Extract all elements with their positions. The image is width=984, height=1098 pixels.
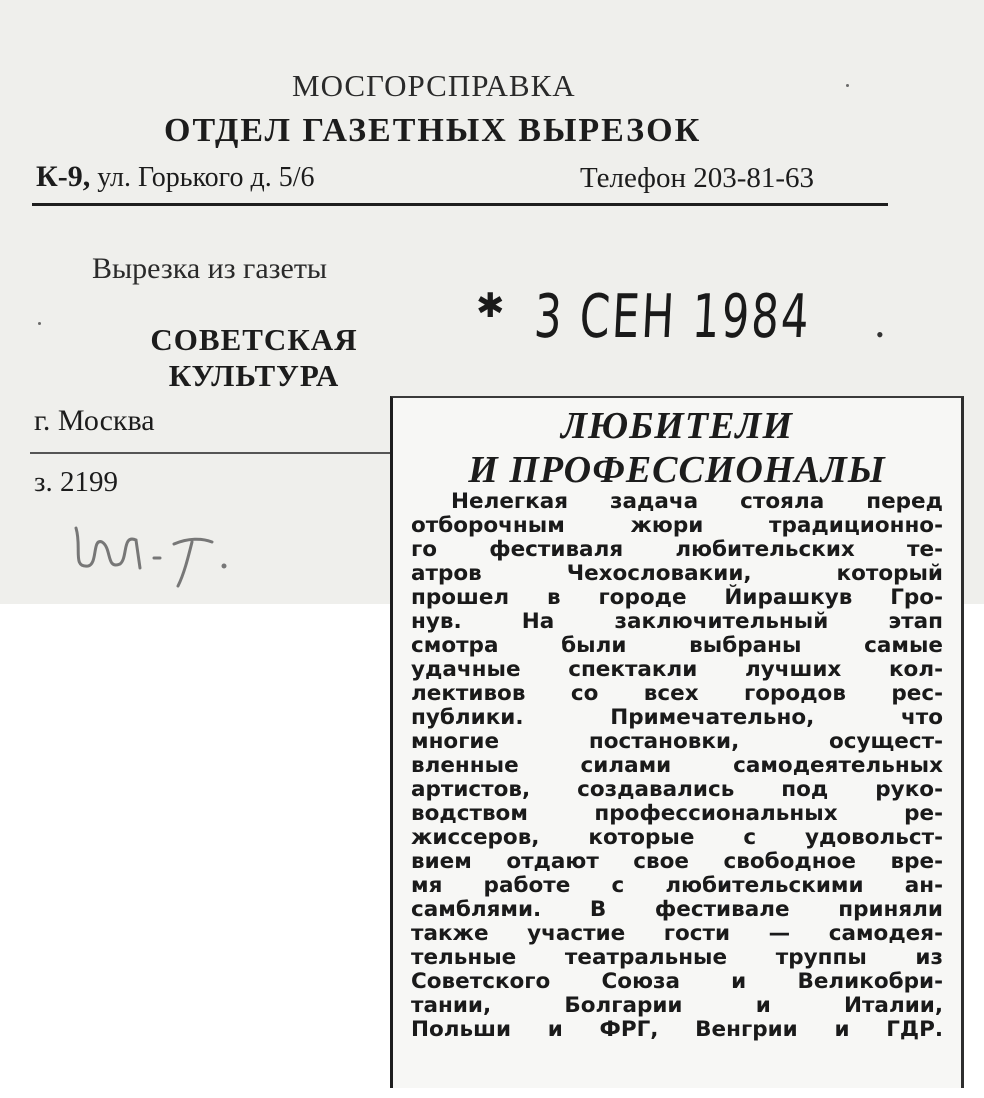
address	[36, 160, 314, 194]
article-line: самблями. В фестивале приняли	[411, 897, 943, 922]
article-line: удачные спектакли лучших кол-	[411, 657, 943, 682]
card-divider	[30, 452, 390, 454]
article-line: отборочным жюри традиционно-	[411, 513, 943, 538]
city: г. Москва	[34, 404, 155, 437]
article-line: нув. На заключительный этап	[411, 609, 943, 634]
article-line: артистов, создавались под руко-	[411, 777, 943, 802]
ink-speck	[846, 84, 849, 87]
article-line: многие постановки, осущест-	[411, 729, 943, 754]
article-line: лективов со всех городов рес-	[411, 681, 943, 706]
handwritten-signature	[62, 508, 242, 592]
date-stamp: 3 СЕН 1984	[532, 282, 813, 352]
stamp-mark-icon: •	[876, 322, 884, 347]
article-line: прошел в городе Йирашкув Гро-	[411, 585, 943, 610]
phone-number: Телефон 203-81-63	[580, 162, 815, 194]
article-line: жиссеров, которые с удовольст-	[411, 825, 943, 850]
article-line: вием отдают свое свободное вре-	[411, 849, 943, 874]
article-line: Советского Союза и Великобри-	[411, 969, 943, 994]
stamp-star-icon: ✱	[476, 288, 505, 325]
headline-line1: ЛЮБИТЕЛИ	[560, 405, 794, 447]
article-line: тельные театральные труппы из	[411, 945, 943, 970]
article-body	[411, 490, 943, 1042]
newspaper-name-line1: СОВЕТСКАЯ	[150, 322, 358, 357]
agency-name: МОСГОРСПРАВКА	[292, 68, 576, 103]
header-rule	[32, 203, 888, 206]
newspaper-name-line2: КУЛЬТУРА	[168, 358, 340, 393]
article-line: го фестиваля любительских те-	[411, 537, 943, 562]
article-line: вленные силами самодеятельных	[411, 753, 943, 778]
ink-speck	[38, 322, 41, 325]
headline-line2: И ПРОФЕССИОНАЛЫ	[468, 449, 886, 491]
article-headline	[413, 404, 941, 492]
address-code: К-9,	[36, 160, 91, 193]
clipping-label: Вырезка из газеты	[92, 252, 328, 285]
article-clipping	[390, 396, 964, 1088]
article-line: также участие гости — самодея-	[411, 921, 943, 946]
article-line: публики. Примечательно, что	[411, 705, 943, 730]
newspaper-name	[120, 322, 388, 394]
department-name: ОТДЕЛ ГАЗЕТНЫХ ВЫРЕЗОК	[164, 112, 702, 149]
article-line: тании, Болгарии и Италии,	[411, 993, 943, 1018]
article-line: мя работе с любительскими ан-	[411, 873, 943, 898]
article-line: смотра были выбраны самые	[411, 633, 943, 658]
article-line: Польши и ФРГ, Венгрии и ГДР.	[411, 1017, 943, 1042]
address-street: ул. Горького д. 5/6	[97, 162, 315, 193]
article-line: атров Чехословакии, который	[411, 561, 943, 586]
order-number: з. 2199	[34, 466, 118, 498]
article-line: водством профессиональных ре-	[411, 801, 943, 826]
article-line: Нелегкая задача стояла перед	[451, 489, 943, 514]
